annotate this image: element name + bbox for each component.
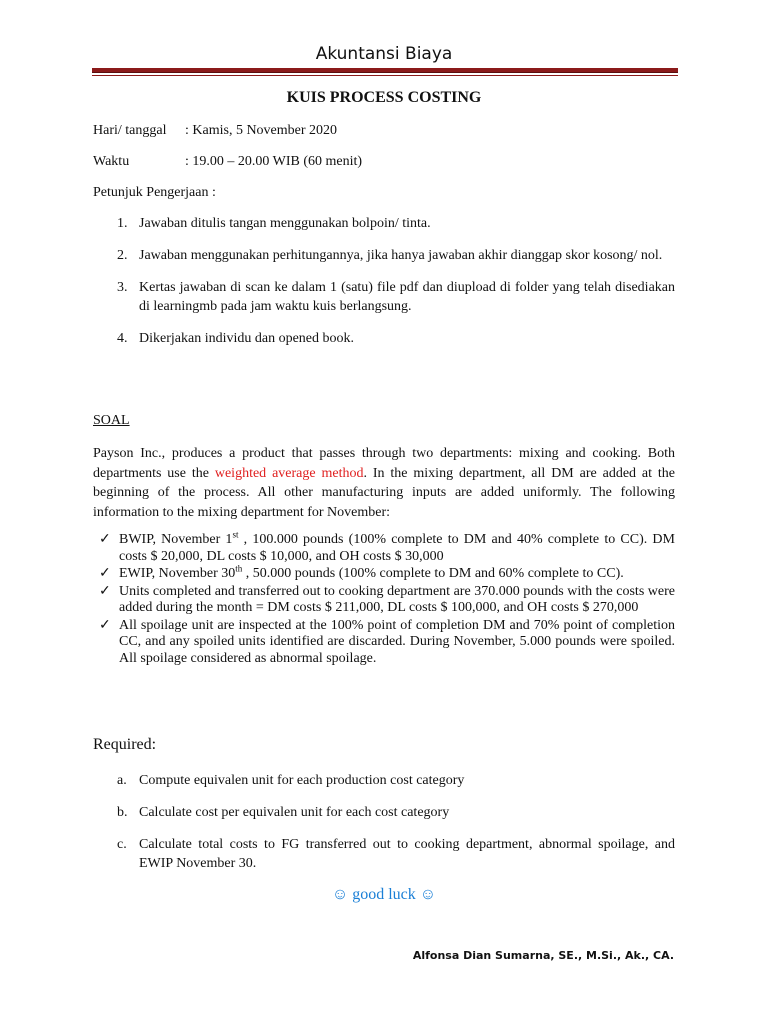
fact-sup: st bbox=[232, 529, 239, 540]
list-item bbox=[93, 214, 675, 233]
soal-heading: SOAL bbox=[93, 413, 130, 428]
fact-text: , 100.000 pounds (100% complete to DM and 40% complete to CC). DM costs $ 20,000, DL costs $ 10,000, and OH costs $ 30,000 bbox=[119, 532, 675, 564]
list-text: Dikerjakan individu dan opened book. bbox=[139, 331, 355, 346]
time-row bbox=[93, 154, 362, 170]
required-list bbox=[93, 771, 675, 886]
fact-text: BWIP, November 1 bbox=[119, 532, 233, 547]
author-signature: Alfonsa Dian Sumarna, SE., M.Si., Ak., CA. bbox=[412, 949, 674, 962]
day-label: Hari/ tanggal bbox=[93, 123, 167, 138]
list-text: Kertas jawaban di scan ke dalam 1 (satu) file pdf dan diupload di folder yang telah disediakan di learningmb pada jam waktu kuis berlangsung. bbox=[139, 280, 675, 314]
list-text: Compute equivalen unit for each production cost category bbox=[139, 773, 465, 788]
header-rule bbox=[92, 68, 678, 73]
list-item bbox=[93, 246, 675, 265]
fact-text: Units completed and transferred out to cooking department are 370.000 pounds with the costs were added during the month = DM costs $ 211,000, DL costs $ 100,000, and OH costs $ 270,000 bbox=[119, 583, 675, 615]
good-luck-text: ☺ good luck ☺ bbox=[331, 886, 437, 903]
fact-sup: th bbox=[235, 563, 243, 574]
list-item bbox=[93, 835, 675, 873]
time-label: Waktu bbox=[93, 154, 130, 169]
list-letter: c. bbox=[117, 837, 127, 852]
header-rule-thin bbox=[92, 75, 678, 76]
list-text: Calculate cost per equivalen unit for each cost category bbox=[139, 805, 450, 820]
list-item bbox=[93, 803, 675, 822]
list-number: 1. bbox=[117, 216, 128, 231]
day-value: : Kamis, 5 November 2020 bbox=[185, 123, 338, 138]
problem-text-1: Payson Inc., produces a product that passes through two departments: mixing and cooking. Both departments use the bbox=[93, 446, 675, 481]
fact-ewip bbox=[93, 563, 675, 583]
day-row bbox=[93, 123, 337, 139]
check-icon: ✓ bbox=[99, 566, 111, 581]
fact-spoilage bbox=[93, 618, 675, 668]
quiz-title: KUIS PROCESS COSTING bbox=[286, 89, 482, 106]
fact-units bbox=[93, 584, 675, 617]
problem-paragraph bbox=[93, 444, 675, 522]
header-title: Akuntansi Biaya bbox=[315, 44, 453, 64]
check-icon: ✓ bbox=[99, 617, 111, 633]
required-heading: Required: bbox=[93, 736, 157, 753]
instructions-list bbox=[93, 214, 675, 361]
fact-text: All spoilage unit are inspected at the 100% point of completion DM and 70% point of completion CC, and any spoiled units identified are discarded. During November, 5.000 pounds were spoiled. All spoilage considered as abnormal spoilage. bbox=[119, 617, 675, 666]
fact-text: , 50.000 pounds (100% complete to DM and 60% complete to CC). bbox=[242, 566, 624, 581]
list-item bbox=[93, 278, 675, 316]
facts-list bbox=[93, 529, 675, 668]
fact-bwip bbox=[93, 529, 675, 565]
list-item bbox=[93, 771, 675, 790]
check-icon: ✓ bbox=[99, 583, 111, 599]
list-item bbox=[93, 329, 675, 348]
list-text: Jawaban ditulis tangan menggunakan bolpoin/ tinta. bbox=[139, 216, 431, 231]
list-text: Calculate total costs to FG transferred out to cooking department, abnormal spoilage, and EWIP November 30. bbox=[139, 837, 675, 871]
problem-text-2: . In the mixing department, all DM are added at the beginning of the process. All other manufacturing inputs are added uniformly. The following information to the mixing department for November: bbox=[93, 465, 676, 520]
fact-text: EWIP, November 30 bbox=[119, 566, 236, 581]
list-letter: a. bbox=[117, 773, 127, 788]
list-letter: b. bbox=[117, 805, 128, 820]
list-text: Jawaban menggunakan perhitungannya, jika hanya jawaban akhir dianggap skor kosong/ nol. bbox=[139, 248, 663, 263]
check-icon: ✓ bbox=[99, 532, 111, 547]
problem-highlight: weighted average method bbox=[214, 465, 364, 481]
list-number: 3. bbox=[117, 280, 128, 295]
instructions-intro: Petunjuk Pengerjaan : bbox=[93, 185, 216, 200]
list-number: 2. bbox=[117, 248, 128, 263]
list-number: 4. bbox=[117, 331, 128, 346]
time-value: : 19.00 – 20.00 WIB (60 menit) bbox=[185, 154, 363, 169]
